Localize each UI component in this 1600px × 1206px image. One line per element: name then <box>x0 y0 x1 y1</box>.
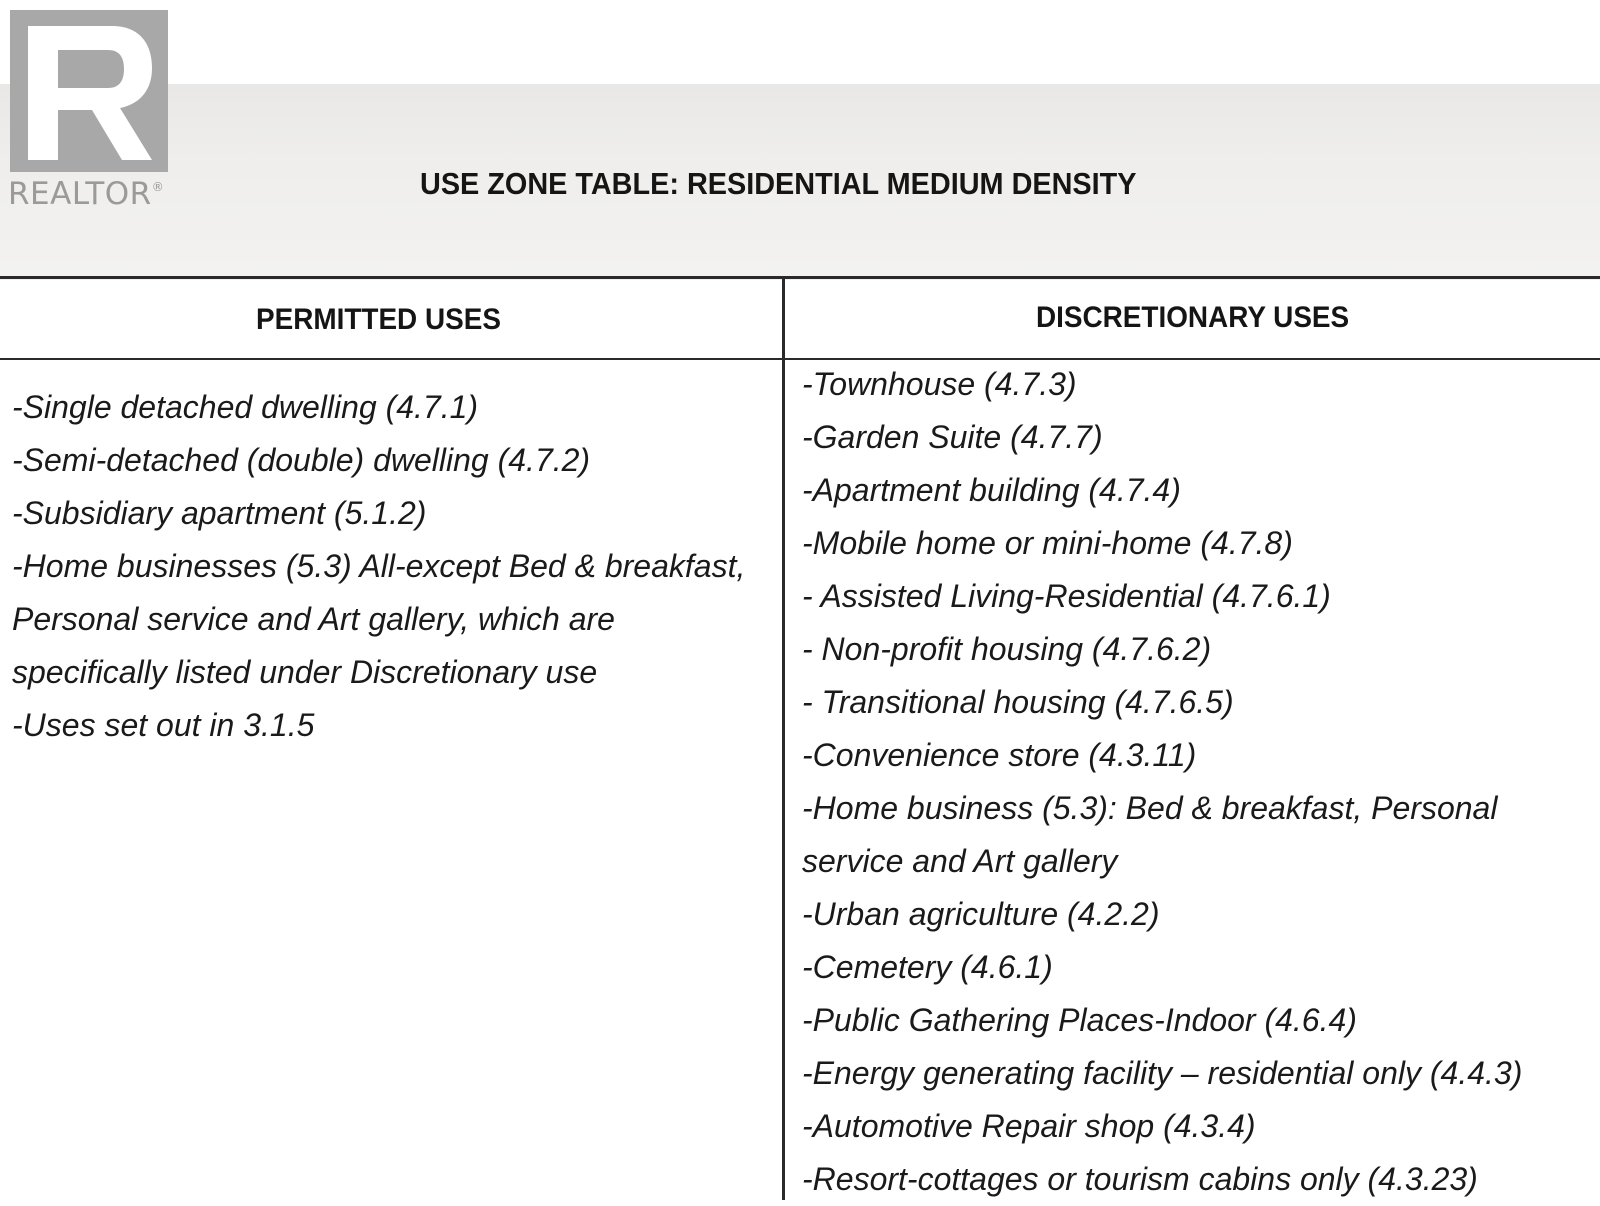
list-item: -Convenience store (4.3.11) <box>802 737 1197 773</box>
realtor-logo-icon <box>10 10 168 172</box>
table-column-divider <box>782 276 785 1200</box>
list-item: -Urban agriculture (4.2.2) <box>802 896 1160 932</box>
list-item: -Home business (5.3): Bed & breakfast, Personal service and Art gallery <box>802 790 1498 879</box>
list-item: -Mobile home or mini-home (4.7.8) <box>802 525 1293 561</box>
list-item: -Single detached dwelling (4.7.1) <box>12 389 479 425</box>
list-item: - Assisted Living-Residential (4.7.6.1) <box>802 578 1331 614</box>
list-item: -Semi-detached (double) dwelling (4.7.2) <box>12 442 591 478</box>
list-item: -Cemetery (4.6.1) <box>802 949 1053 985</box>
list-item: -Energy generating facility – residential only (4.4.3) <box>802 1055 1523 1091</box>
list-item: -Apartment building (4.7.4) <box>802 472 1181 508</box>
document-title: USE ZONE TABLE: RESIDENTIAL MEDIUM DENSITY <box>420 166 1137 201</box>
discretionary-uses-header: DISCRETIONARY USES <box>1036 301 1350 334</box>
list-item: -Townhouse (4.7.3) <box>802 366 1077 402</box>
discretionary-uses-list <box>802 358 1592 1206</box>
table-top-border <box>0 276 1600 279</box>
list-item: -Home businesses (5.3) All-except Bed & breakfast, Personal service and Art gallery, which are specifically listed under Discretionary use <box>12 548 746 690</box>
realtor-logo-text: REALTOR® <box>8 176 165 212</box>
permitted-uses-list <box>12 381 752 752</box>
list-item: -Uses set out in 3.1.5 <box>12 707 315 743</box>
list-item: - Transitional housing (4.7.6.5) <box>802 684 1234 720</box>
list-item: -Garden Suite (4.7.7) <box>802 419 1103 455</box>
list-item: -Public Gathering Places-Indoor (4.6.4) <box>802 1002 1357 1038</box>
list-item: -Subsidiary apartment (5.1.2) <box>12 495 427 531</box>
list-item: -Automotive Repair shop (4.3.4) <box>802 1108 1256 1144</box>
permitted-uses-header: PERMITTED USES <box>256 303 501 336</box>
list-item: - Non-profit housing (4.7.6.2) <box>802 631 1212 667</box>
realtor-r-mark <box>10 10 168 172</box>
list-item: -Resort-cottages or tourism cabins only (4.3.23) <box>802 1161 1478 1197</box>
